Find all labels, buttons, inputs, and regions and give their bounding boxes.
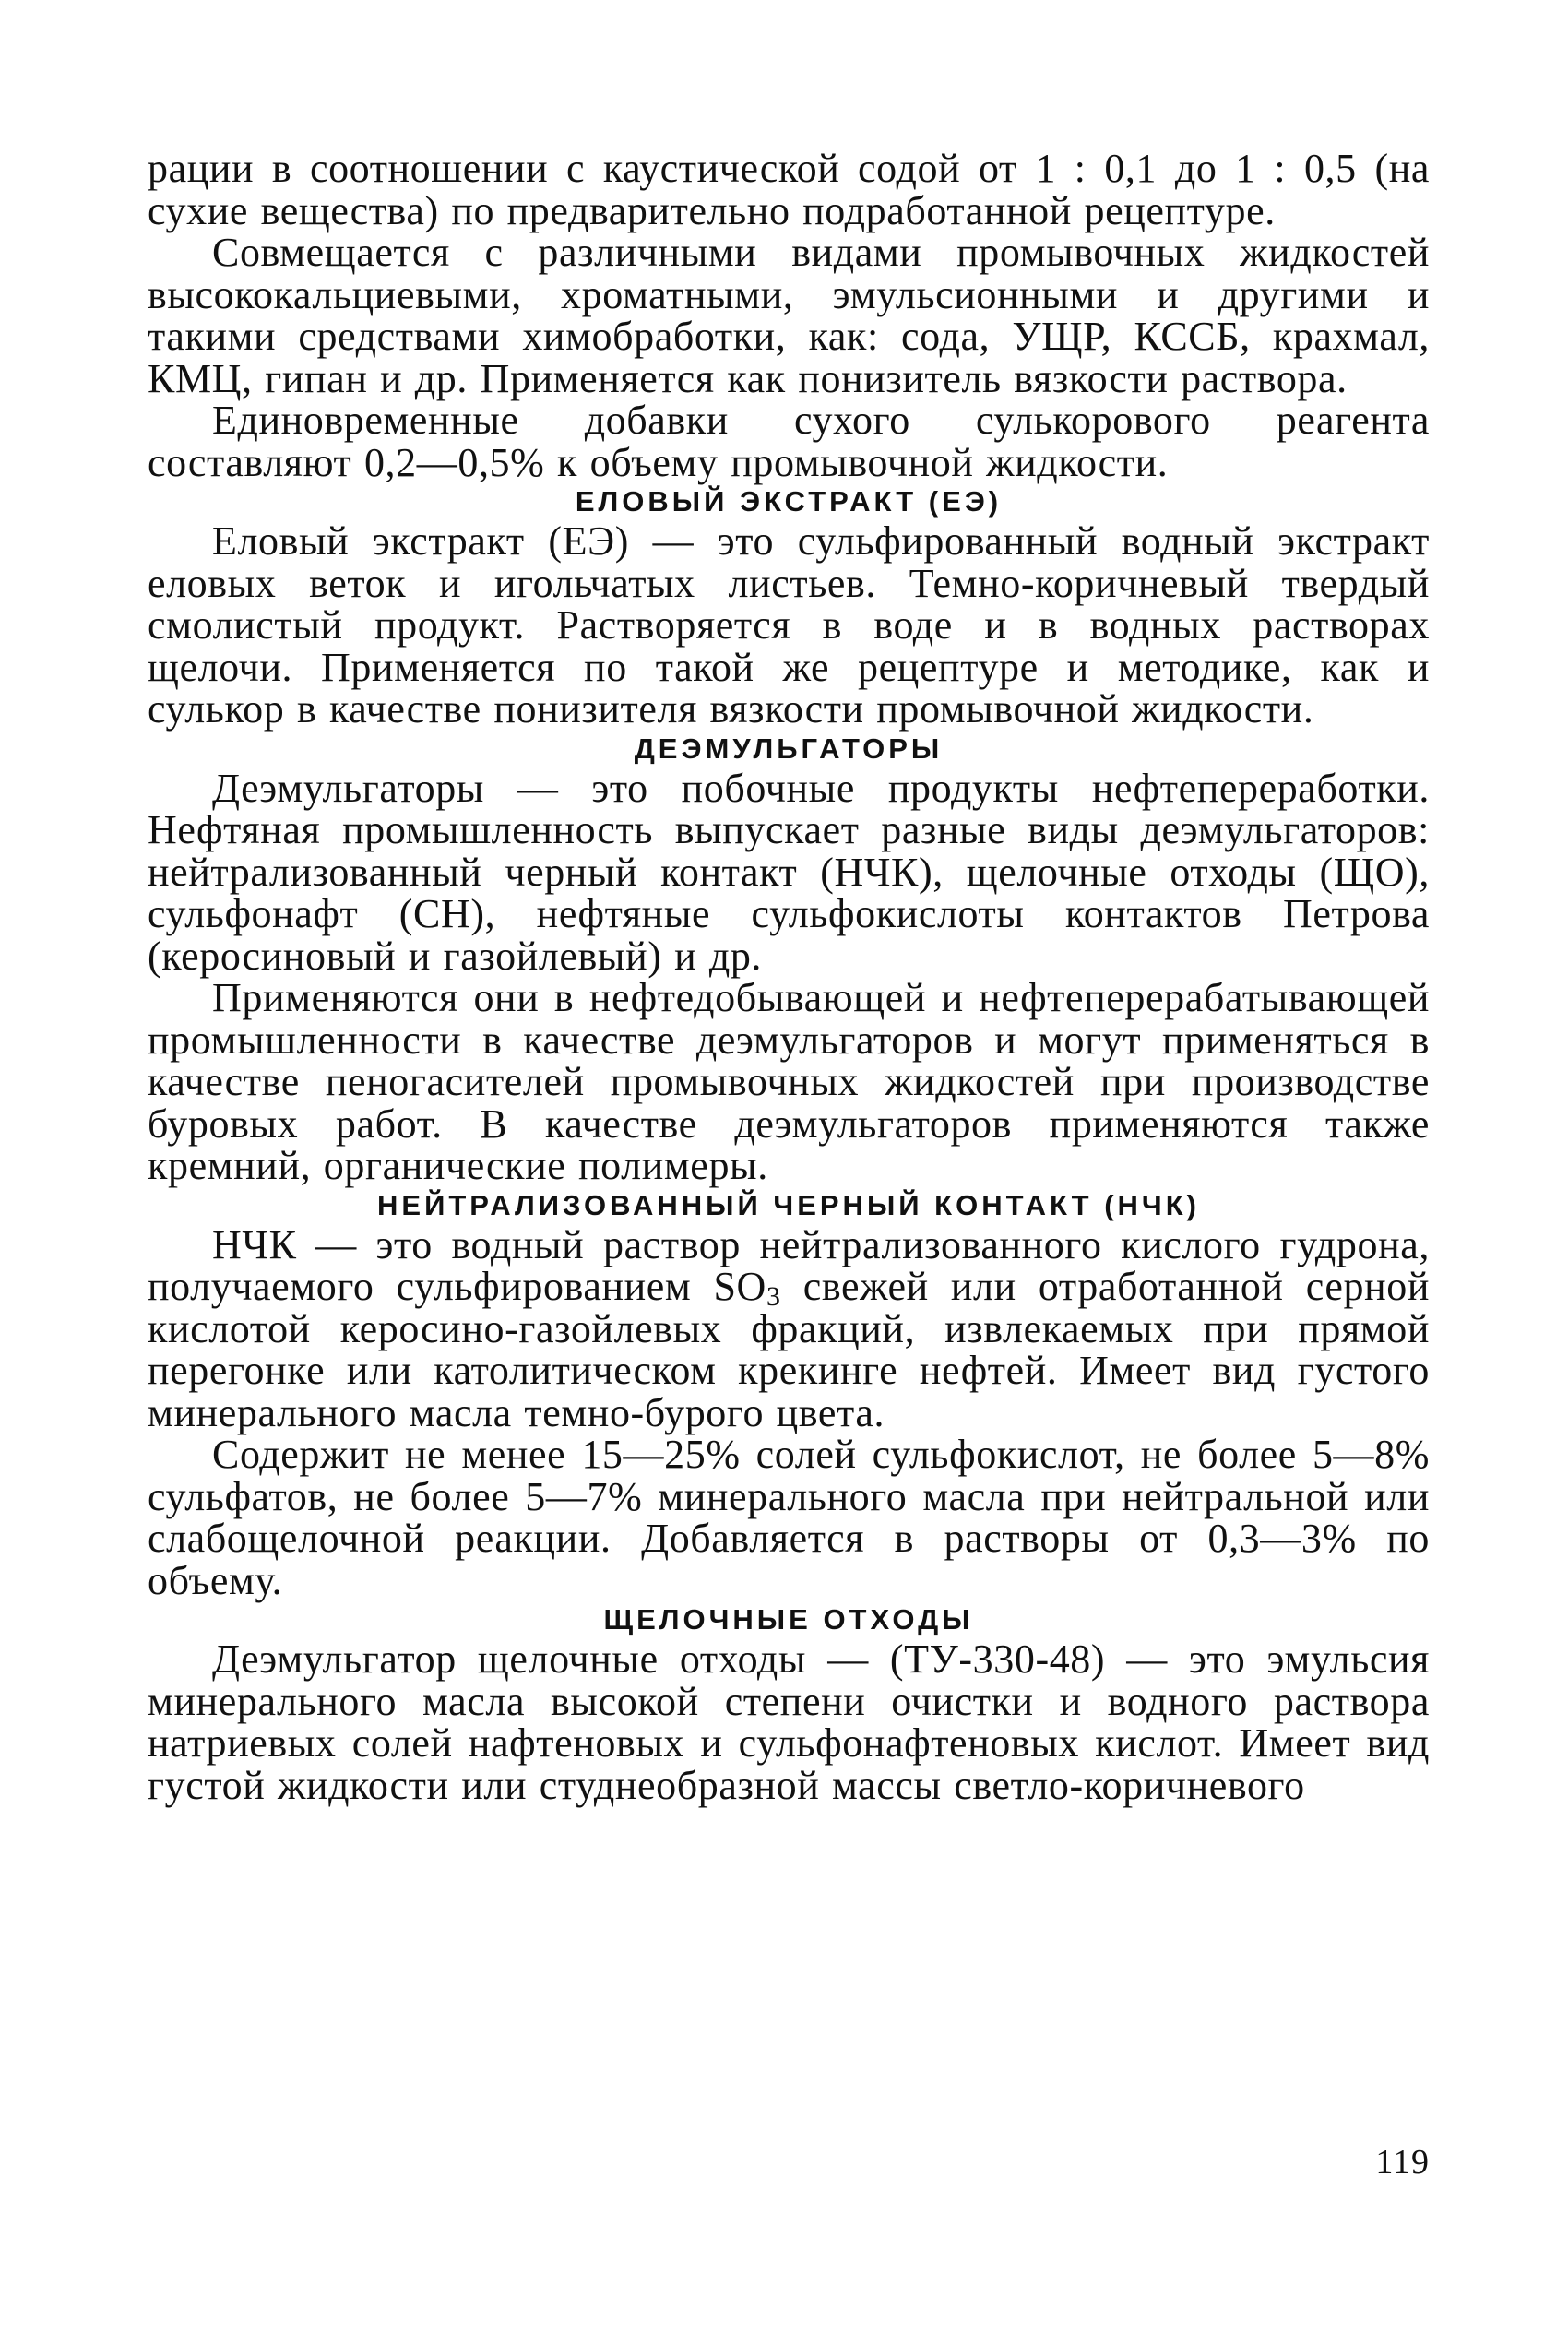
paragraph: Деэмульгатор щелочные отходы — (ТУ-330-48) — это эмульсия минерального масла высокой степени очистки и водного раствора натриевых солей нафтеновых и сульфонафтеновых кислот. Имеет вид густой жидкости или студнеобразной массы светло-коричневого (148, 1636, 1430, 1808)
section-heading: ДЕЭМУЛЬГАТОРЫ (634, 732, 944, 765)
paragraph-text: свежей или отработанной серной кислотой керосино-газойлевых фракций, извлекаемых при прямой перегонке или католитическом крекинге нефтей. Имеет вид густого минерального масла темно-бурого цвета. (148, 1264, 1430, 1435)
paragraph (148, 1221, 1430, 1435)
paragraph: Единовременные добавки сухого сулькорового реагента составляют 0,2—0,5% к объему промывочной жидкости. (148, 398, 1430, 485)
paragraph: Еловый экстракт (ЕЭ) — это сульфированный водный экстракт еловых веток и игольчатых листьев. Темно-коричневый твердый смолистый продукт. Растворяется в воде и в водных растворах щелочи. Применяется по такой же рецептуре и методике, как и сулькор в качестве понизителя вязкости промывочной жидкости. (148, 518, 1430, 732)
page-number: 119 (1375, 2143, 1430, 2182)
section-heading: ЩЕЛОЧНЫЕ ОТХОДЫ (603, 1603, 974, 1636)
paragraph: Деэмульгаторы — это побочные продукты нефтепереработки. Нефтяная промышленность выпускает разные виды деэмульгаторов: нейтрализованный черный контакт (НЧК), щелочные отходы (ЩО), сульфонафт (СН), нефтяные сульфокислоты контактов Петрова (керосиновый и газойлевый) и др. (148, 765, 1430, 979)
section-heading: ЕЛОВЫЙ ЭКСТРАКТ (ЕЭ) (575, 485, 1003, 518)
section-heading: НЕЙТРАЛИЗОВАННЫЙ ЧЕРНЫЙ КОНТАКТ (НЧК) (377, 1188, 1200, 1221)
subscript: 3 (766, 1281, 781, 1312)
paragraph: Содержит не менее 15—25% солей сульфокислот, не более 5—8% сульфатов, не более 5—7% минерального масла при нейтральной или слабощелочной реакции. Добавляется в растворы от 0,3—3% по объему. (148, 1432, 1430, 1603)
page-content (148, 148, 1430, 1806)
paragraph: рации в соотношении с каустической содой от 1 : 0,1 до 1 : 0,5 (на сухие вещества) по предварительно подработанной рецептуре. (148, 146, 1430, 233)
paragraph: Совмещается с различными видами промывочных жидкостей высококальциевыми, хроматными, эмульсионными и другими и такими средствами химобработки, как: сода, УЩР, КССБ, крахмал, КМЦ, гипан и др. Применяется как понизитель вязкости раствора. (148, 230, 1430, 401)
paragraph: Применяются они в нефтедобывающей и нефтеперерабатывающей промышленности в качестве деэмульгаторов и могут применяться в качестве пеногасителей промывочных жидкостей при производстве буровых работ. В качестве деэмульгаторов применяются также кремний, органические полимеры. (148, 975, 1430, 1188)
paragraph-text: НЧК — это водный раствор нейтрализованного кислого гудрона, получаемого сульфированием SO (148, 1221, 1430, 1309)
